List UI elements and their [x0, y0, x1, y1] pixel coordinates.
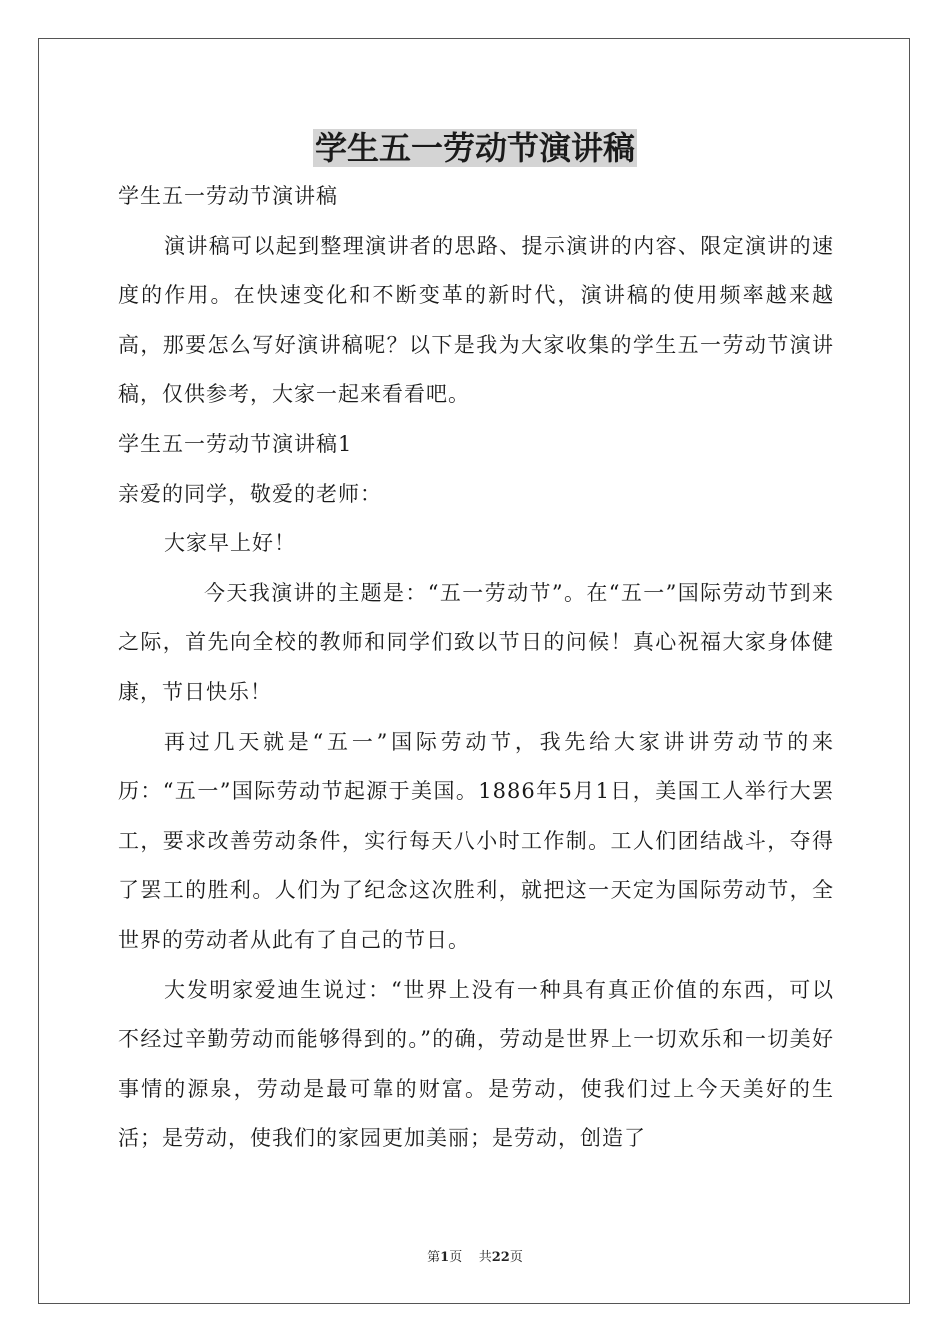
- total-pages: 22: [491, 1250, 510, 1265]
- page-suffix: 页: [449, 1250, 463, 1265]
- greeting: 大家早上好！: [164, 531, 296, 556]
- salutation: 亲爱的同学，敬爱的老师：: [118, 481, 382, 506]
- document-body: [118, 172, 834, 1164]
- page-prefix: 第: [427, 1250, 441, 1265]
- intro-paragraph: 演讲稿可以起到整理演讲者的思路、提示演讲的内容、限定演讲的速度的作用。在快速变化和不断变革的新时代，演讲稿的使用频率越来越高，那要怎么写好演讲稿呢？以下是我为大家收集的学生五一劳动节演讲稿，仅供参考，大家一起来看看吧。: [118, 233, 834, 407]
- history-paragraph: 再过几天就是“五一”国际劳动节，我先给大家讲讲劳动节的来历：“五一”国际劳动节起源于美国。1886年5月1日，美国工人举行大罢工，要求改善劳动条件，实行每天八小时工作制。工人们团结战斗，夺得了罢工的胜利。人们为了纪念这次胜利，就把这一天定为国际劳动节，全世界的劳动者从此有了自己的节日。: [118, 729, 834, 952]
- theme-paragraph: 今天我演讲的主题是：“五一劳动节”。在“五一”国际劳动节到来之际，首先向全校的教师和同学们致以节日的问候！真心祝福大家身体健康，节日快乐！: [118, 580, 834, 704]
- document-title-text: 学生五一劳动节演讲稿: [314, 129, 635, 167]
- document-title: [0, 126, 950, 170]
- subtitle-line: 学生五一劳动节演讲稿: [118, 184, 338, 208]
- quote-paragraph: 大发明家爱迪生说过：“世界上没有一种具有真正价值的东西，可以不经过辛勤劳动而能够得到的。”的确，劳动是世界上一切欢乐和一切美好事情的源泉，劳动是最可靠的财富。是劳动，使我们过上今天美好的生活；是劳动，使我们的家园更加美丽；是劳动，创造了: [118, 977, 834, 1151]
- page-footer: [0, 1246, 950, 1265]
- page-number: 1: [440, 1250, 450, 1265]
- total-suffix: 页: [509, 1250, 523, 1265]
- total-prefix: 共: [478, 1250, 492, 1265]
- section-heading: 学生五一劳动节演讲稿1: [118, 431, 353, 456]
